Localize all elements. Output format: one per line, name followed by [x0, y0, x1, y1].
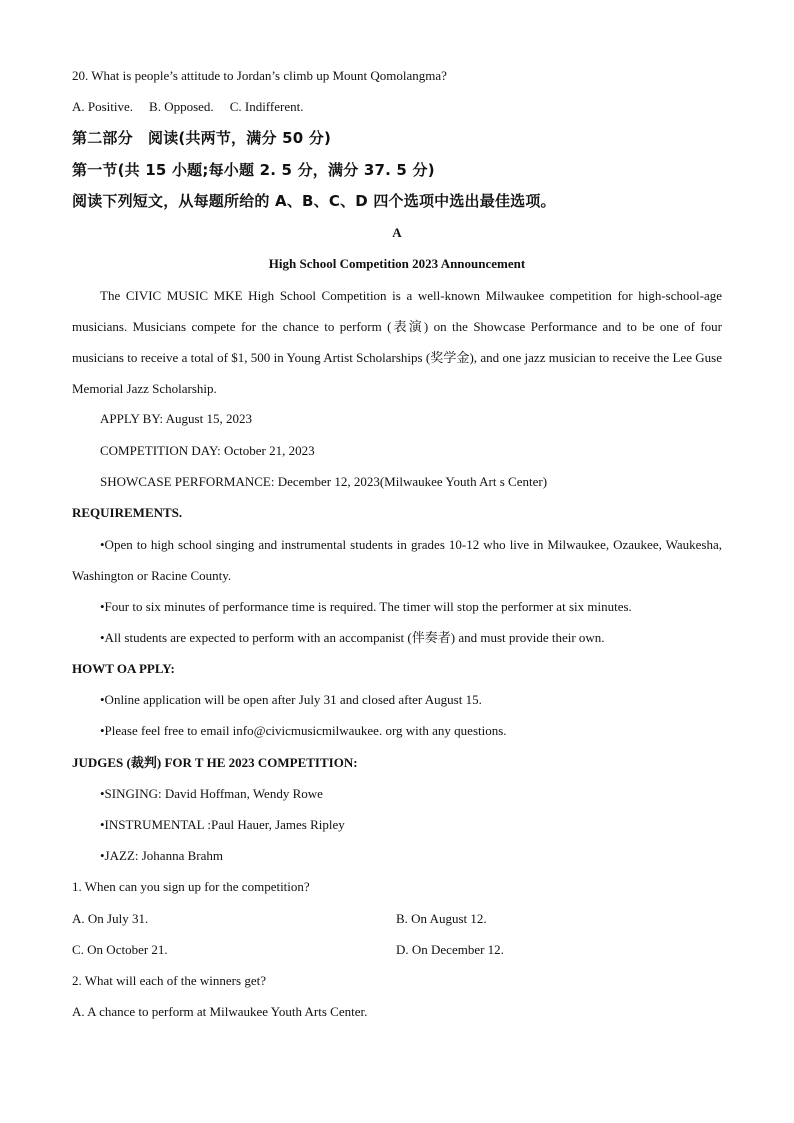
option-a: A. Positive. — [72, 99, 134, 114]
option-c: C. Indifferent. — [229, 99, 304, 114]
showcase-performance: SHOWCASE PERFORMANCE: December 12, 2023(Milwaukee Youth Art s Center) — [100, 474, 548, 489]
requirements-heading: REQUIREMENTS. — [72, 505, 183, 520]
question-1-option-a: A. On July 31. — [72, 911, 149, 926]
apply-by: APPLY BY: August 15, 2023 — [100, 411, 252, 426]
part2-heading: 第二部分 阅读(共两节，满分 50 分) — [72, 129, 332, 147]
requirement-item: •Four to six minutes of performance time is required. The timer will stop the performer at six minutes. — [100, 599, 632, 614]
competition-day: COMPETITION DAY: October 21, 2023 — [100, 443, 315, 458]
option-b: B. Opposed. — [149, 99, 214, 114]
question-1-option-d: D. On December 12. — [396, 942, 504, 957]
judge-item: •JAZZ: Johanna Brahm — [100, 848, 223, 863]
requirement-item: •All students are expected to perform with an accompanist (伴奏者) and must provide their own. — [100, 630, 605, 645]
question-1-option-b: B. On August 12. — [396, 911, 487, 926]
howto-item: •Online application will be open after July 31 and closed after August 15. — [100, 692, 482, 707]
passage-letter: A — [392, 225, 402, 240]
reading-instruction: 阅读下列短文，从每题所给的 A、B、C、D 四个选项中选出最佳选项。 — [72, 192, 556, 210]
passage-intro: The CIVIC MUSIC MKE High School Competition is a well-known Milwaukee competition for high-school-age musicians. Musicians compete for the chance to perform (表演) on the Showcase Performance and to be one of four musicians to receive a total of $1, 500 in Young Artist Scholarships (奖学金), and one jazz musician to receive the Lee Guse Memorial Jazz Scholarship. — [72, 288, 722, 396]
judge-item: •INSTRUMENTAL :Paul Hauer, James Ripley — [100, 817, 345, 832]
question-20-options — [72, 99, 303, 115]
judge-item: •SINGING: David Hoffman, Wendy Rowe — [100, 786, 323, 801]
question-1-option-c: C. On October 21. — [72, 942, 168, 957]
judges-heading: JUDGES (裁判) FOR T HE 2023 COMPETITION: — [72, 755, 358, 770]
passage-title: High School Competition 2023 Announcement — [268, 256, 526, 271]
howto-item: •Please feel free to email info@civicmusicmilwaukee. org with any questions. — [100, 723, 507, 738]
question-20: 20. What is people’s attitude to Jordan’s climb up Mount Qomolangma? — [72, 68, 447, 83]
requirement-item: •Open to high school singing and instrumental students in grades 10-12 who live in Milwaukee, Ozaukee, Waukesha, Washington or Racine County. — [72, 537, 722, 583]
howto-heading: HOWT OA PPLY: — [72, 661, 175, 676]
question-2-option-a: A. A chance to perform at Milwaukee Youth Arts Center. — [72, 1004, 368, 1019]
question-2: 2. What will each of the winners get? — [72, 973, 266, 988]
section1-heading: 第一节(共 15 小题;每小题 2. 5 分，满分 37. 5 分) — [72, 161, 435, 179]
question-1: 1. When can you sign up for the competition? — [72, 879, 310, 894]
